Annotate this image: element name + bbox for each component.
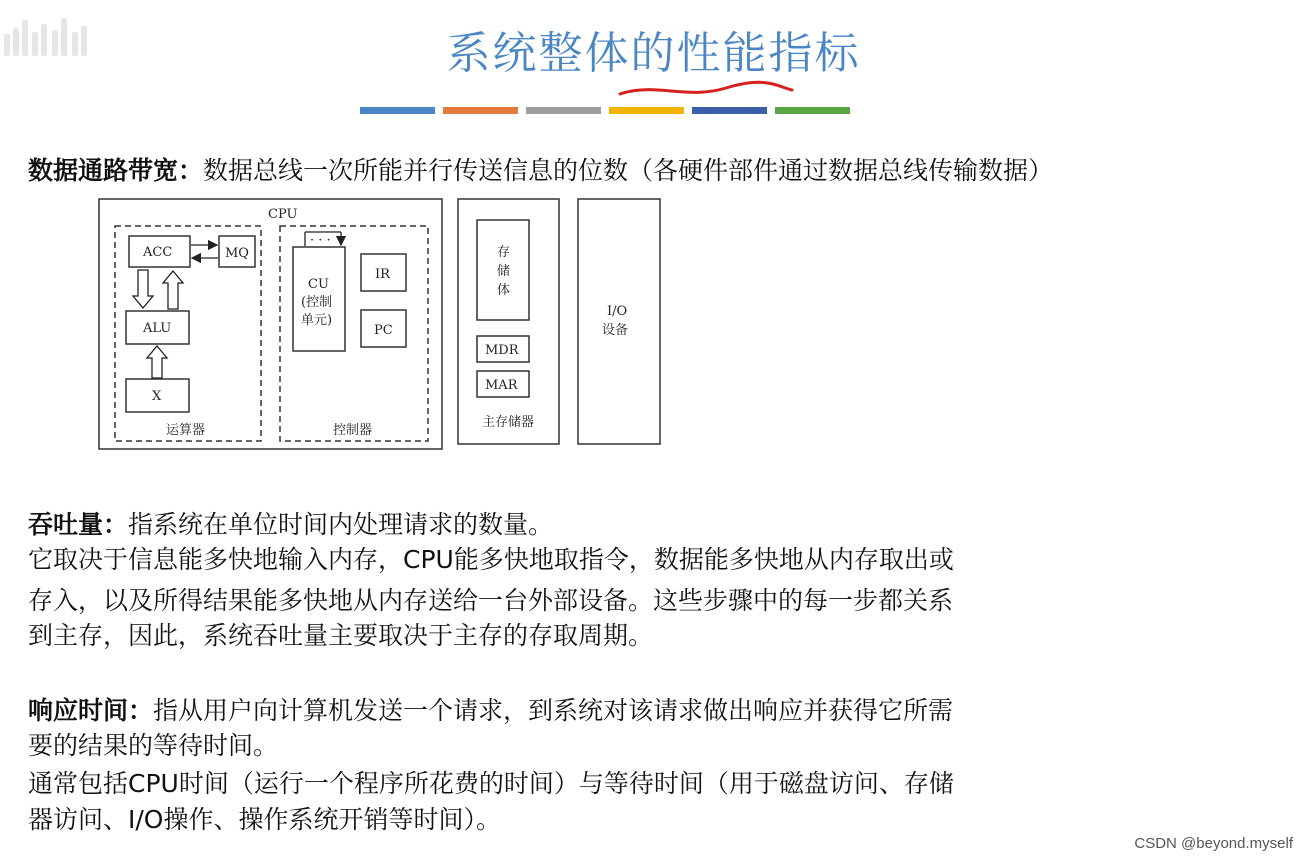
throughput-line4: 到主存，因此，系统吞吐量主要取决于主存的存取周期。 <box>28 621 654 650</box>
computer-architecture-diagram <box>96 196 666 452</box>
color-bar <box>609 107 684 114</box>
response-line2: 要的结果的等待时间。 <box>28 731 279 760</box>
color-bar <box>443 107 518 114</box>
mar-label: MAR <box>485 378 518 393</box>
dots-label: · · · <box>310 233 331 248</box>
throughput-line3: 存入，以及所得结果能多快地从内存送给一台外部设备。这些步骤中的每一步都关系 <box>28 586 954 615</box>
cpu-label: CPU <box>268 207 298 222</box>
page-title: 系统整体的性能指标 <box>446 28 861 79</box>
cu-line2: (控制 <box>301 295 333 310</box>
throughput-text: 指系统在单位时间内处理请求的数量。 <box>128 510 554 539</box>
io-box <box>578 199 660 444</box>
mdr-label: MDR <box>485 343 519 358</box>
storage-label-3: 体 <box>497 283 511 298</box>
acc-label: ACC <box>143 245 173 260</box>
controller-label: 控制器 <box>333 423 373 438</box>
response-line4: 器访问、I/O操作、操作系统开销等时间）。 <box>28 805 501 834</box>
cu-line3: 单元) <box>301 313 333 328</box>
x-label: X <box>152 389 162 404</box>
main-memory-box <box>458 199 559 444</box>
throughput-label: 吞吐量： <box>28 510 129 539</box>
bandwidth-text: 数据总线一次所能并行传送信息的位数（各硬件部件通过数据总线传输数据） <box>203 156 1054 185</box>
response-text: 指从用户向计算机发送一个请求，到系统对该请求做出响应并获得它所需 <box>153 696 954 725</box>
mq-label: MQ <box>225 246 249 261</box>
alu-label: ALU <box>143 321 172 336</box>
response-line1 <box>28 693 953 728</box>
io-label-2: 设备 <box>602 323 629 338</box>
color-bar <box>775 107 850 114</box>
io-label-1: I/O <box>607 304 628 319</box>
ir-label: IR <box>375 267 390 282</box>
main-memory-label: 主存储器 <box>482 415 535 430</box>
storage-label-1: 存 <box>497 245 511 260</box>
bandwidth-label: 数据通路带宽： <box>28 156 204 185</box>
handwritten-underline <box>616 78 796 104</box>
color-bar <box>526 107 601 114</box>
color-bar <box>692 107 767 114</box>
cu-line1: CU <box>308 277 329 292</box>
alu-group-label: 运算器 <box>166 423 206 438</box>
response-line3: 通常包括CPU时间（运行一个程序所花费的时间）与等待时间（用于磁盘访问、存储 <box>28 769 954 798</box>
csdn-watermark: CSDN @beyond.myself <box>1134 835 1293 852</box>
response-label: 响应时间： <box>28 696 154 725</box>
pc-label: PC <box>374 323 393 338</box>
throughput-line2: 它取决于信息能多快地输入内存，CPU能多快地取指令，数据能多快地从内存取出或 <box>28 545 954 574</box>
color-bar <box>360 107 435 114</box>
throughput-line1 <box>28 507 553 542</box>
storage-label-2: 储 <box>497 264 511 279</box>
bandwidth-paragraph <box>28 153 1053 188</box>
